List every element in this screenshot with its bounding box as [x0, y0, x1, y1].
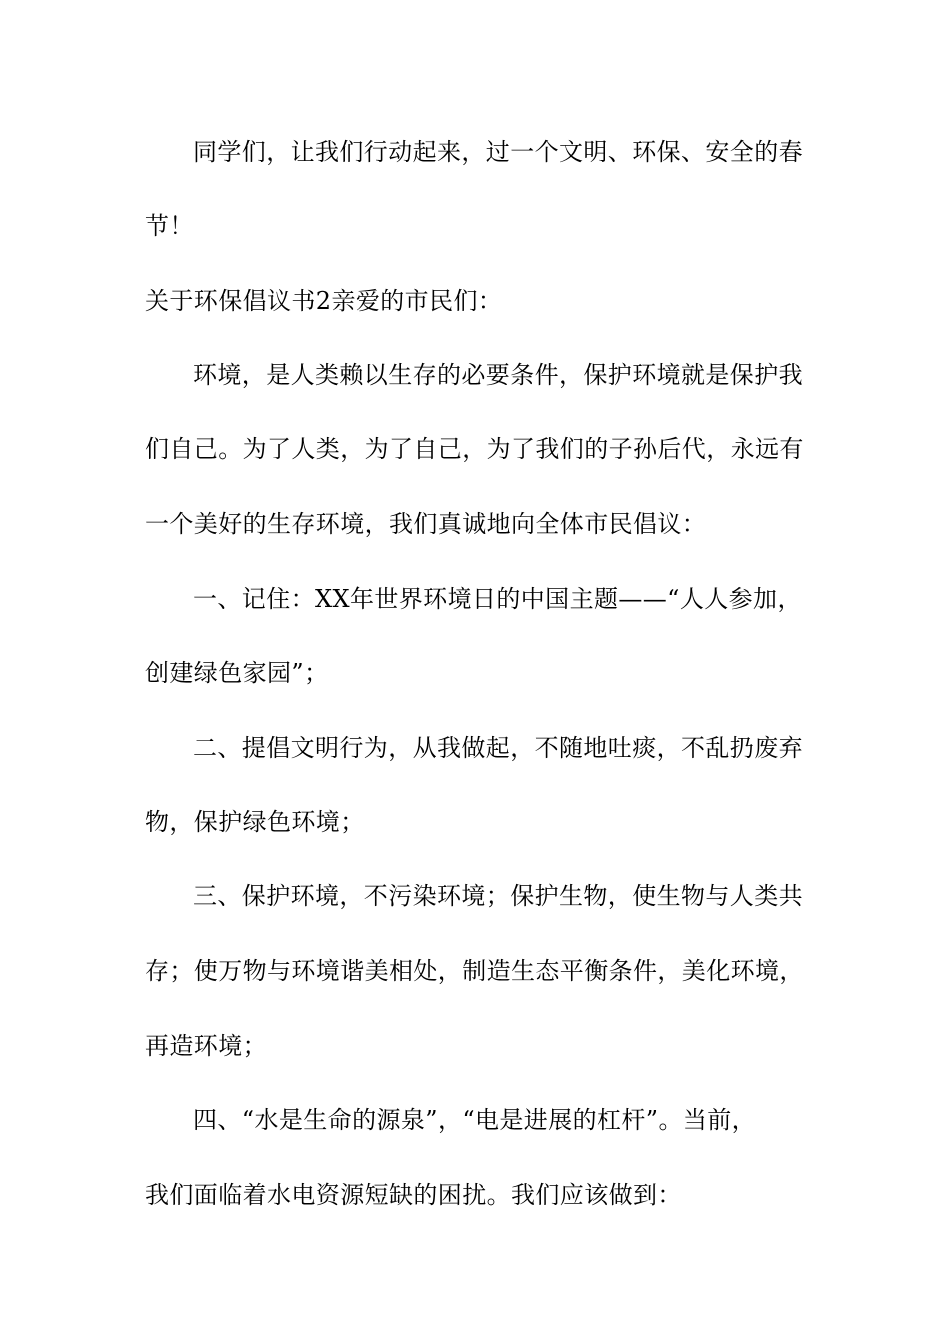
paragraph-line: 们自己。为了人类，为了自己，为了我们的子孙后代，永远有 [145, 435, 804, 463]
list-item-line: 再造环境； [145, 1032, 267, 1060]
section-heading: 关于环保倡议书2亲爱的市民们： [145, 287, 503, 315]
paragraph-line: 一个美好的生存环境，我们真诚地向全体市民倡议： [145, 510, 707, 538]
list-item-line: 我们面临着水电资源短缺的困扰。我们应该做到： [145, 1181, 682, 1209]
paragraph-line: 节！ [145, 212, 194, 240]
list-item-line: 二、提倡文明行为，从我做起，不随地吐痰，不乱扔废弃 [193, 734, 803, 762]
list-item-line: 四、“水是生命的源泉”，“电是进展的杠杆”。当前， [193, 1106, 757, 1134]
list-item-line: 一、记住：XX年世界环境日的中国主题——“人人参加， [193, 585, 802, 613]
list-item-line: 创建绿色家园”； [145, 659, 329, 687]
list-item-line: 三、保护环境，不污染环境；保护生物，使生物与人类共 [193, 882, 803, 910]
paragraph-line: 同学们，让我们行动起来，过一个文明、环保、安全的春 [193, 138, 803, 166]
paragraph-line: 环境，是人类赖以生存的必要条件，保护环境就是保护我 [193, 361, 803, 389]
list-item-line: 存；使万物与环境谐美相处，制造生态平衡条件，美化环境， [145, 957, 804, 985]
list-item-line: 物，保护绿色环境； [145, 808, 365, 836]
